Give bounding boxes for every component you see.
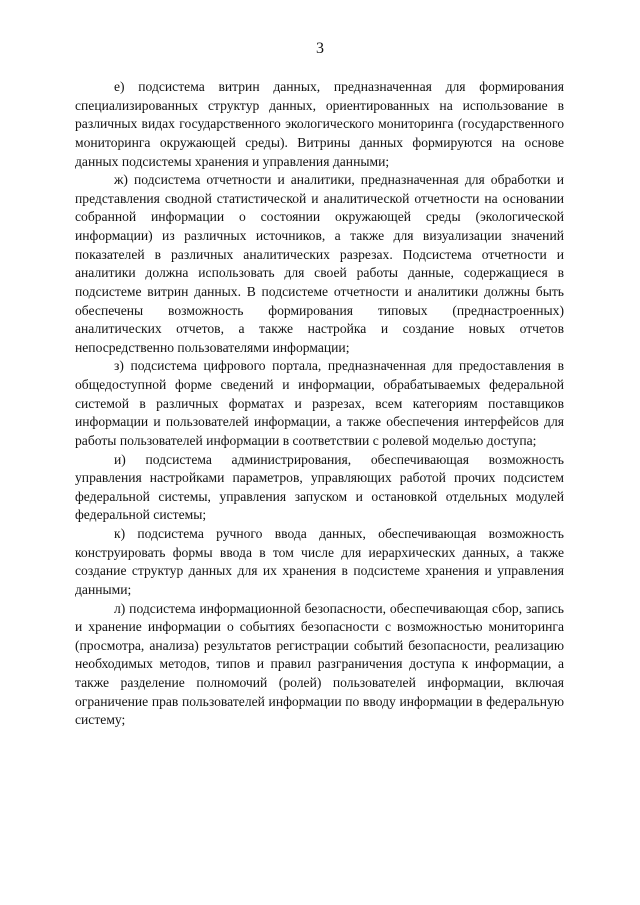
page-number: 3 <box>316 40 324 57</box>
paragraph-i-administration: и) подсистема администрирования, обеспечивающая возможность управления настройками параметров, управляющих работой прочих подсистем федеральной системы, управления запуском и остановкой отдельных модулей федеральной системы; <box>75 451 564 523</box>
paragraph-l-info-security: л) подсистема информационной безопасности, обеспечивающая сбор, запись и хранение информации о событиях безопасности с возможностью мониторинга (просмотра, анализа) результатов регистрации событий безопасности, реализацию необходимых методов, типов и правил разграничения доступа к информации, а также разделение полномочий (ролей) пользователей информации, включая ограничение прав пользователей информации по вводу информации в федеральную систему; <box>75 600 564 728</box>
paragraph-zh-reporting-analytics: ж) подсистема отчетности и аналитики, предназначенная для обработки и представления сводной статистической и аналитической отчетности на основании собранной информации о состоянии окружающей среды (экологической информации) из различных источников, а также для визуализации значений показателей в различных аналитических разрезах. Подсистема отчетности и аналитики должна использовать для своей работы данные, содержащиеся в подсистеме витрин данных. В подсистеме отчетности и аналитики должны быть обеспечены возможность формирования типовых (преднастроенных) аналитических отчетов, а также настройка и создание новых отчетов непосредственно пользователями информации; <box>75 172 564 355</box>
document-body <box>75 78 564 730</box>
paragraph-k-manual-input: к) подсистема ручного ввода данных, обеспечивающая возможность конструировать формы ввода в том числе для иерархических данных, а также создание структур данных для их хранения в подсистеме хранения и управления данными; <box>75 526 564 597</box>
paragraph-e-data-marts: е) подсистема витрин данных, предназначенная для формирования специализированных структур данных, ориентированных на использование в различных видах государственного экологического мониторинга (государственного мониторинга окружающей среды). Витрины данных формируются на основе данных подсистемы хранения и управления данными; <box>75 79 564 169</box>
paragraph-z-digital-portal: з) подсистема цифрового портала, предназначенная для предоставления в общедоступной форме сведений и информации, обрабатываемых федеральной системой в различных форматах и разрезах, всем категориям поставщиков информации и пользователей информации, а также обеспечения интерфейсов для работы пользователей информации в соответствии с ролевой моделью доступа; <box>75 358 564 448</box>
